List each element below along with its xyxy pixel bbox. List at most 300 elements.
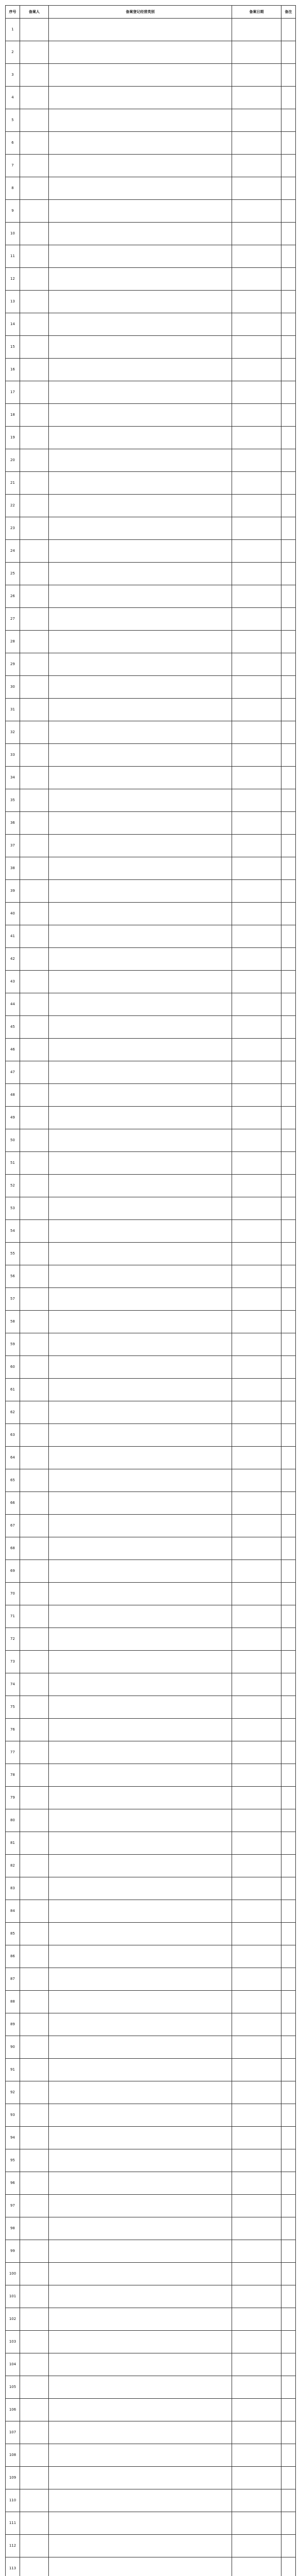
cell-note xyxy=(281,1084,296,1107)
cell-category xyxy=(49,109,232,132)
cell-category xyxy=(49,2127,232,2149)
cell-no: 11 xyxy=(6,245,20,268)
cell-date xyxy=(232,1628,281,1651)
cell-category xyxy=(49,1515,232,1537)
cell-category xyxy=(49,812,232,835)
cell-name xyxy=(20,1673,49,1696)
cell-no: 30 xyxy=(6,676,20,699)
cell-no: 46 xyxy=(6,1039,20,1061)
cell-date xyxy=(232,925,281,948)
cell-date xyxy=(232,2036,281,2059)
cell-date xyxy=(232,2557,281,2576)
cell-note xyxy=(281,2467,296,2489)
table-row xyxy=(6,2240,296,2263)
cell-name xyxy=(20,2172,49,2195)
cell-category xyxy=(49,1809,232,1832)
cell-category xyxy=(49,721,232,744)
cell-no: 50 xyxy=(6,1129,20,1152)
table-header xyxy=(6,6,296,19)
cell-name xyxy=(20,2489,49,2512)
cell-no: 38 xyxy=(6,857,20,880)
cell-category xyxy=(49,1084,232,1107)
cell-category xyxy=(49,2489,232,2512)
cell-note xyxy=(281,1877,296,1900)
cell-no: 56 xyxy=(6,1265,20,1288)
cell-category xyxy=(49,1379,232,1401)
table-row xyxy=(6,857,296,880)
cell-category xyxy=(49,1628,232,1651)
cell-no: 70 xyxy=(6,1583,20,1605)
table-row xyxy=(6,1265,296,1288)
cell-no: 65 xyxy=(6,1469,20,1492)
table-row xyxy=(6,2059,296,2081)
cell-date xyxy=(232,2081,281,2104)
cell-no: 63 xyxy=(6,1424,20,1447)
cell-category xyxy=(49,19,232,41)
cell-category xyxy=(49,1945,232,1968)
cell-date xyxy=(232,2489,281,2512)
cell-name xyxy=(20,87,49,109)
cell-no: 95 xyxy=(6,2149,20,2172)
cell-category xyxy=(49,1900,232,1923)
cell-no: 18 xyxy=(6,404,20,427)
cell-date xyxy=(232,155,281,177)
table-row xyxy=(6,1424,296,1447)
cell-name xyxy=(20,404,49,427)
cell-no: 53 xyxy=(6,1197,20,1220)
cell-no: 111 xyxy=(6,2512,20,2535)
cell-name xyxy=(20,1356,49,1379)
cell-date xyxy=(232,2059,281,2081)
cell-date xyxy=(232,336,281,359)
cell-name xyxy=(20,1764,49,1787)
cell-note xyxy=(281,427,296,449)
table-row xyxy=(6,1061,296,1084)
cell-note xyxy=(281,2263,296,2285)
cell-note xyxy=(281,19,296,41)
cell-category xyxy=(49,540,232,563)
cell-no: 68 xyxy=(6,1537,20,1560)
table-row xyxy=(6,1560,296,1583)
cell-no: 99 xyxy=(6,2240,20,2263)
cell-name xyxy=(20,1605,49,1628)
cell-date xyxy=(232,2376,281,2399)
cell-name xyxy=(20,1696,49,1719)
cell-category xyxy=(49,1537,232,1560)
cell-name xyxy=(20,291,49,313)
cell-date xyxy=(232,1061,281,1084)
cell-note xyxy=(281,1424,296,1447)
cell-name xyxy=(20,472,49,495)
cell-category xyxy=(49,1855,232,1877)
cell-note xyxy=(281,2331,296,2353)
cell-no: 62 xyxy=(6,1401,20,1424)
cell-name xyxy=(20,2104,49,2127)
table-row xyxy=(6,1877,296,1900)
cell-name xyxy=(20,2376,49,2399)
cell-no: 98 xyxy=(6,2217,20,2240)
cell-no: 43 xyxy=(6,971,20,993)
table-row xyxy=(6,200,296,223)
cell-category xyxy=(49,2149,232,2172)
cell-date xyxy=(232,744,281,767)
cell-name xyxy=(20,1809,49,1832)
cell-name xyxy=(20,1628,49,1651)
table-row xyxy=(6,449,296,472)
cell-note xyxy=(281,1945,296,1968)
table-row xyxy=(6,744,296,767)
cell-date xyxy=(232,19,281,41)
cell-note xyxy=(281,1243,296,1265)
cell-category xyxy=(49,336,232,359)
cell-date xyxy=(232,1197,281,1220)
table-row xyxy=(6,2512,296,2535)
cell-category xyxy=(49,2535,232,2557)
cell-category xyxy=(49,1923,232,1945)
table-row xyxy=(6,1855,296,1877)
cell-no: 33 xyxy=(6,744,20,767)
cell-category xyxy=(49,2331,232,2353)
cell-name xyxy=(20,2421,49,2444)
cell-note xyxy=(281,1016,296,1039)
cell-name xyxy=(20,540,49,563)
table-row xyxy=(6,1197,296,1220)
cell-note xyxy=(281,313,296,336)
cell-no: 77 xyxy=(6,1741,20,1764)
cell-name xyxy=(20,223,49,245)
cell-note xyxy=(281,1855,296,1877)
cell-no: 31 xyxy=(6,699,20,721)
cell-note xyxy=(281,925,296,948)
cell-no: 107 xyxy=(6,2421,20,2444)
cell-date xyxy=(232,495,281,517)
cell-category xyxy=(49,903,232,925)
cell-no: 91 xyxy=(6,2059,20,2081)
cell-date xyxy=(232,87,281,109)
cell-date xyxy=(232,1968,281,1991)
cell-date xyxy=(232,585,281,608)
table-row xyxy=(6,427,296,449)
cell-no: 9 xyxy=(6,200,20,223)
cell-name xyxy=(20,1651,49,1673)
cell-date xyxy=(232,2285,281,2308)
table-row xyxy=(6,87,296,109)
cell-name xyxy=(20,2081,49,2104)
cell-no: 55 xyxy=(6,1243,20,1265)
cell-date xyxy=(232,291,281,313)
cell-note xyxy=(281,993,296,1016)
cell-note xyxy=(281,1651,296,1673)
table-row xyxy=(6,177,296,200)
cell-date xyxy=(232,223,281,245)
cell-note xyxy=(281,540,296,563)
table-row xyxy=(6,1809,296,1832)
cell-note xyxy=(281,1515,296,1537)
cell-date xyxy=(232,971,281,993)
cell-category xyxy=(49,177,232,200)
cell-name xyxy=(20,245,49,268)
cell-note xyxy=(281,449,296,472)
table-row xyxy=(6,925,296,948)
cell-date xyxy=(232,2013,281,2036)
cell-note xyxy=(281,1129,296,1152)
cell-date xyxy=(232,2195,281,2217)
cell-note xyxy=(281,835,296,857)
cell-no: 24 xyxy=(6,540,20,563)
cell-note xyxy=(281,789,296,812)
cell-category xyxy=(49,2081,232,2104)
cell-date xyxy=(232,2172,281,2195)
cell-note xyxy=(281,880,296,903)
cell-no: 112 xyxy=(6,2535,20,2557)
table-row xyxy=(6,2104,296,2127)
cell-category xyxy=(49,1039,232,1061)
cell-name xyxy=(20,835,49,857)
cell-no: 27 xyxy=(6,608,20,631)
cell-no: 75 xyxy=(6,1696,20,1719)
cell-note xyxy=(281,1968,296,1991)
cell-date xyxy=(232,835,281,857)
cell-category xyxy=(49,2172,232,2195)
cell-category xyxy=(49,2104,232,2127)
cell-date xyxy=(232,1809,281,1832)
cell-no: 92 xyxy=(6,2081,20,2104)
cell-note xyxy=(281,1696,296,1719)
cell-date xyxy=(232,268,281,291)
cell-note xyxy=(281,2127,296,2149)
table-row xyxy=(6,767,296,789)
cell-no: 72 xyxy=(6,1628,20,1651)
cell-date xyxy=(232,1877,281,1900)
cell-name xyxy=(20,789,49,812)
cell-note xyxy=(281,676,296,699)
cell-note xyxy=(281,631,296,653)
cell-date xyxy=(232,2149,281,2172)
cell-date xyxy=(232,1129,281,1152)
cell-no: 69 xyxy=(6,1560,20,1583)
cell-date xyxy=(232,2353,281,2376)
cell-category xyxy=(49,2240,232,2263)
cell-category xyxy=(49,767,232,789)
cell-category xyxy=(49,2263,232,2285)
cell-date xyxy=(232,381,281,404)
cell-date xyxy=(232,1651,281,1673)
cell-no: 20 xyxy=(6,449,20,472)
cell-name xyxy=(20,41,49,64)
table-row xyxy=(6,2308,296,2331)
cell-note xyxy=(281,177,296,200)
cell-no: 23 xyxy=(6,517,20,540)
cell-date xyxy=(232,563,281,585)
cell-note xyxy=(281,1787,296,1809)
cell-no: 1 xyxy=(6,19,20,41)
registration-table xyxy=(5,5,296,2576)
header-no: 序号 xyxy=(6,6,20,19)
cell-name xyxy=(20,1197,49,1220)
cell-no: 54 xyxy=(6,1220,20,1243)
cell-date xyxy=(232,540,281,563)
cell-note xyxy=(281,1197,296,1220)
cell-category xyxy=(49,563,232,585)
cell-no: 35 xyxy=(6,789,20,812)
table-row xyxy=(6,789,296,812)
cell-date xyxy=(232,1401,281,1424)
table-row xyxy=(6,41,296,64)
cell-no: 67 xyxy=(6,1515,20,1537)
cell-note xyxy=(281,1809,296,1832)
table-row xyxy=(6,2376,296,2399)
cell-date xyxy=(232,1583,281,1605)
cell-date xyxy=(232,993,281,1016)
cell-category xyxy=(49,1311,232,1333)
cell-note xyxy=(281,1560,296,1583)
table-row xyxy=(6,563,296,585)
cell-name xyxy=(20,177,49,200)
cell-category xyxy=(49,631,232,653)
cell-date xyxy=(232,1107,281,1129)
cell-no: 48 xyxy=(6,1084,20,1107)
table-row xyxy=(6,1039,296,1061)
table-row xyxy=(6,2013,296,2036)
cell-name xyxy=(20,1401,49,1424)
cell-no: 96 xyxy=(6,2172,20,2195)
cell-name xyxy=(20,2512,49,2535)
cell-no: 32 xyxy=(6,721,20,744)
cell-note xyxy=(281,404,296,427)
cell-name xyxy=(20,381,49,404)
cell-note xyxy=(281,2376,296,2399)
cell-name xyxy=(20,313,49,336)
cell-date xyxy=(232,1764,281,1787)
cell-category xyxy=(49,2444,232,2467)
cell-no: 74 xyxy=(6,1673,20,1696)
cell-no: 83 xyxy=(6,1877,20,1900)
cell-name xyxy=(20,857,49,880)
cell-note xyxy=(281,1900,296,1923)
table-row xyxy=(6,1401,296,1424)
cell-category xyxy=(49,427,232,449)
cell-note xyxy=(281,336,296,359)
cell-name xyxy=(20,2217,49,2240)
cell-note xyxy=(281,200,296,223)
cell-date xyxy=(232,676,281,699)
cell-note xyxy=(281,1379,296,1401)
cell-no: 103 xyxy=(6,2331,20,2353)
cell-category xyxy=(49,585,232,608)
cell-name xyxy=(20,903,49,925)
cell-no: 15 xyxy=(6,336,20,359)
table-row xyxy=(6,1673,296,1696)
cell-note xyxy=(281,608,296,631)
table-body xyxy=(6,19,296,2576)
cell-date xyxy=(232,880,281,903)
cell-category xyxy=(49,1651,232,1673)
cell-name xyxy=(20,2127,49,2149)
cell-name xyxy=(20,1129,49,1152)
table-row xyxy=(6,291,296,313)
cell-category xyxy=(49,2308,232,2331)
table-row xyxy=(6,721,296,744)
cell-category xyxy=(49,1129,232,1152)
cell-name xyxy=(20,1288,49,1311)
cell-category xyxy=(49,993,232,1016)
table-row xyxy=(6,1084,296,1107)
cell-date xyxy=(232,1152,281,1175)
cell-no: 36 xyxy=(6,812,20,835)
cell-no: 87 xyxy=(6,1968,20,1991)
cell-category xyxy=(49,472,232,495)
cell-no: 102 xyxy=(6,2308,20,2331)
cell-note xyxy=(281,1152,296,1175)
cell-no: 109 xyxy=(6,2467,20,2489)
cell-date xyxy=(232,1515,281,1537)
cell-date xyxy=(232,857,281,880)
cell-date xyxy=(232,1832,281,1855)
cell-no: 86 xyxy=(6,1945,20,1968)
cell-date xyxy=(232,2421,281,2444)
cell-no: 16 xyxy=(6,359,20,381)
cell-note xyxy=(281,1356,296,1379)
cell-category xyxy=(49,2421,232,2444)
header-date: 备案日期 xyxy=(232,6,281,19)
cell-category xyxy=(49,223,232,245)
cell-category xyxy=(49,1968,232,1991)
cell-category xyxy=(49,925,232,948)
cell-date xyxy=(232,1333,281,1356)
cell-name xyxy=(20,2013,49,2036)
cell-note xyxy=(281,291,296,313)
cell-no: 49 xyxy=(6,1107,20,1129)
cell-note xyxy=(281,2308,296,2331)
cell-category xyxy=(49,245,232,268)
cell-note xyxy=(281,2421,296,2444)
table-row xyxy=(6,1515,296,1537)
cell-date xyxy=(232,2467,281,2489)
table-row xyxy=(6,2535,296,2557)
cell-no: 34 xyxy=(6,767,20,789)
cell-date xyxy=(232,2104,281,2127)
cell-note xyxy=(281,2013,296,2036)
cell-name xyxy=(20,1061,49,1084)
cell-note xyxy=(281,1719,296,1741)
cell-no: 3 xyxy=(6,64,20,87)
cell-category xyxy=(49,2195,232,2217)
cell-name xyxy=(20,2399,49,2421)
table-row xyxy=(6,1537,296,1560)
cell-name xyxy=(20,19,49,41)
cell-no: 7 xyxy=(6,155,20,177)
cell-name xyxy=(20,1560,49,1583)
cell-note xyxy=(281,2172,296,2195)
table-row xyxy=(6,495,296,517)
cell-name xyxy=(20,767,49,789)
cell-name xyxy=(20,336,49,359)
table-row xyxy=(6,517,296,540)
cell-no: 101 xyxy=(6,2285,20,2308)
table-row xyxy=(6,2489,296,2512)
cell-name xyxy=(20,993,49,1016)
cell-date xyxy=(232,1492,281,1515)
table-row xyxy=(6,1107,296,1129)
cell-no: 78 xyxy=(6,1764,20,1787)
table-row xyxy=(6,381,296,404)
cell-note xyxy=(281,1583,296,1605)
cell-category xyxy=(49,1787,232,1809)
cell-name xyxy=(20,359,49,381)
cell-note xyxy=(281,857,296,880)
cell-note xyxy=(281,699,296,721)
cell-date xyxy=(232,245,281,268)
